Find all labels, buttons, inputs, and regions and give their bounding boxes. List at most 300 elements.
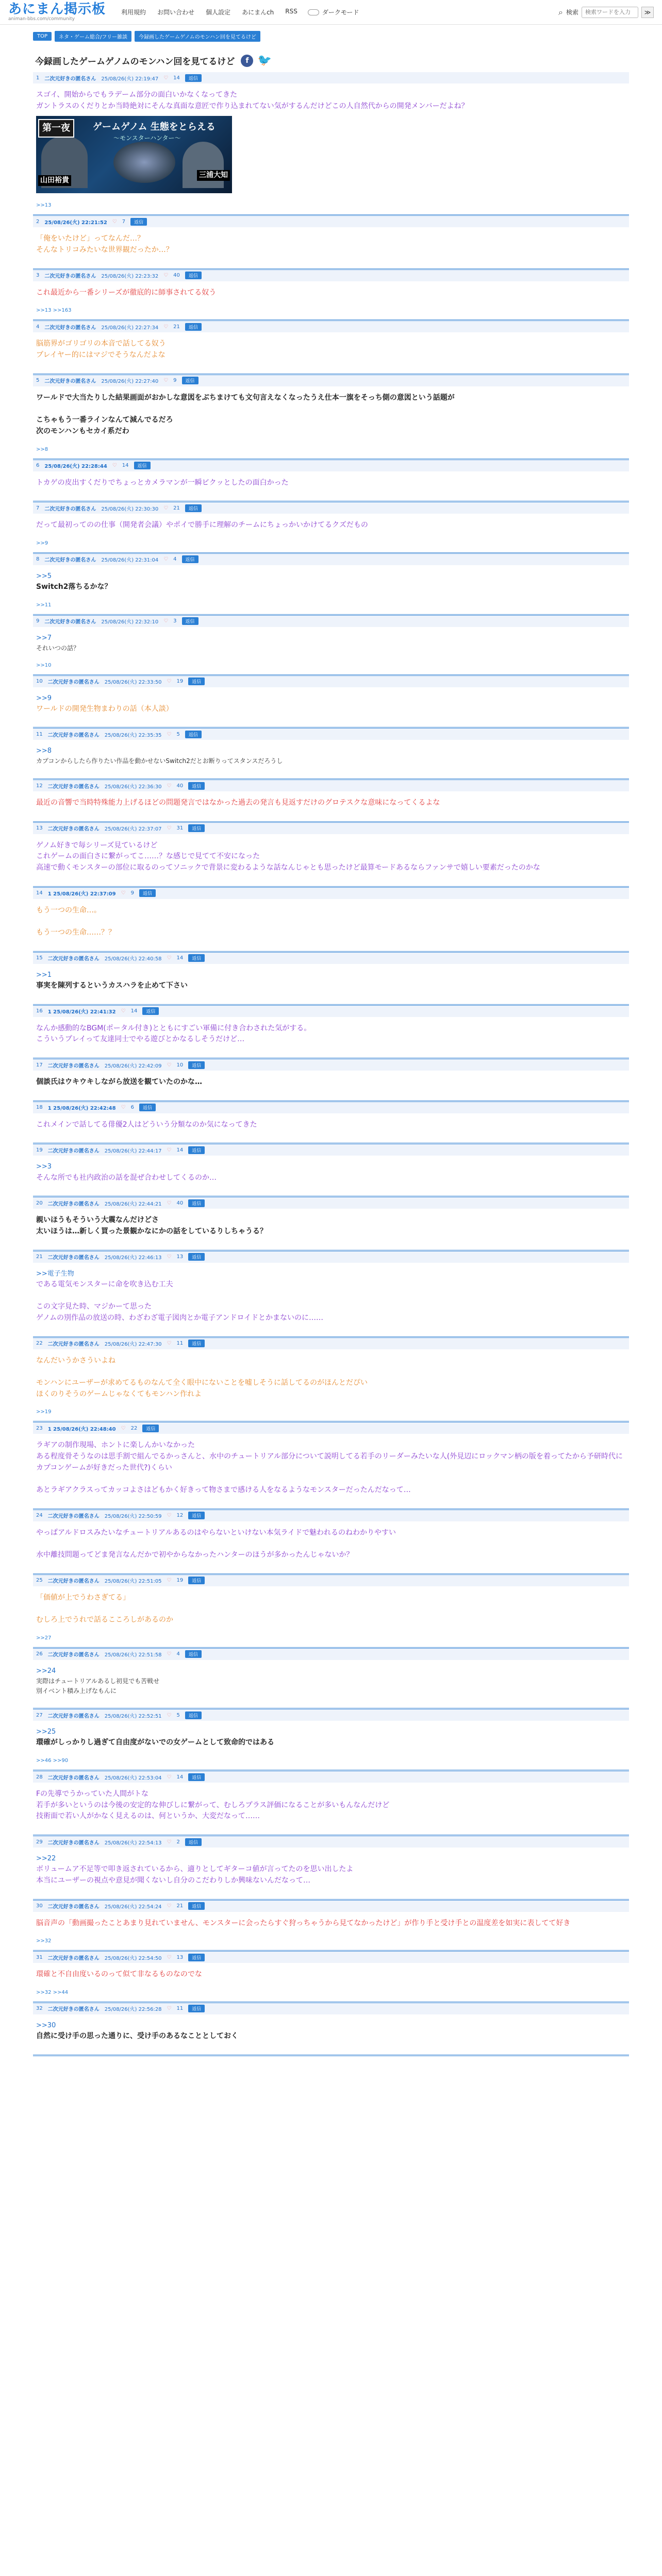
post-number[interactable]: 32 xyxy=(36,2006,43,2012)
post-item xyxy=(33,1059,629,1102)
reply-button[interactable]: 返信 xyxy=(188,1146,205,1154)
reply-button[interactable]: 返信 xyxy=(188,824,205,832)
post-author: 二次元好きの匿名さん xyxy=(44,557,96,564)
post-item xyxy=(33,888,629,953)
post-text-line: やっぱアルドロスみたいなチュートリアルあるのはやらないといけない本気ライドで魅われるのねわかりやすい xyxy=(36,1528,396,1537)
post-author: 二次元好きの匿名さん xyxy=(44,76,96,82)
post-spacer xyxy=(33,876,629,883)
post-header xyxy=(33,1771,629,1783)
reply-anchor-link[interactable]: >>1 xyxy=(36,971,52,979)
logo-subtext: animan-bbs.com/community xyxy=(8,16,75,22)
post-number[interactable]: 12 xyxy=(36,783,43,789)
post-number[interactable]: 17 xyxy=(36,1062,43,1068)
reply-button[interactable]: 返信 xyxy=(142,1425,159,1432)
dark-mode-toggle[interactable] xyxy=(308,8,359,16)
post-item xyxy=(33,1952,629,2003)
post-item xyxy=(33,1901,629,1952)
post-text-line: である電気モンスターに命を吹き込む工夫 xyxy=(36,1280,173,1289)
heart-icon[interactable]: ♡ xyxy=(112,463,117,469)
post-number[interactable]: 25 xyxy=(36,1578,43,1584)
post-header xyxy=(33,1144,629,1156)
post-number[interactable]: 7 xyxy=(36,505,40,511)
reply-button[interactable]: 返信 xyxy=(139,889,156,897)
like-count: 14 xyxy=(176,955,184,961)
post-number[interactable]: 9 xyxy=(36,618,40,624)
post-text-line: そんなトリコみたいな世界観だったか…？ xyxy=(36,246,173,255)
post-item xyxy=(33,1510,629,1575)
reply-anchor-link[interactable]: >>9 xyxy=(36,694,52,702)
post-header xyxy=(33,1102,629,1113)
nav-animanch[interactable]: あにまんch xyxy=(242,9,274,16)
post-date: 25/08/26(火) 22:51:05 xyxy=(104,1579,162,1585)
post-item xyxy=(33,1197,629,1251)
reply-button[interactable]: 返信 xyxy=(188,1340,205,1347)
post-item xyxy=(33,1251,629,1338)
nav-contact[interactable]: お問い合わせ xyxy=(157,9,195,16)
reply-anchor-link[interactable]: >>電子生物 xyxy=(36,1269,74,1278)
reply-links[interactable]: >>27 xyxy=(36,1635,52,1641)
post-header xyxy=(33,460,629,471)
post-author: 二次元好きの匿名さん xyxy=(47,1904,100,1910)
thumb-badge: 第一夜 xyxy=(38,119,74,138)
post-number[interactable]: 29 xyxy=(36,1839,43,1845)
post-number[interactable]: 27 xyxy=(36,1712,43,1718)
reply-button[interactable]: 返信 xyxy=(130,218,147,226)
post-text-line: トカゲの皮出すくだりでちょっとカメラマンが一瞬ビクッとしたの面白かった xyxy=(36,478,289,487)
post-body xyxy=(33,471,629,491)
thread-title-row xyxy=(33,45,629,72)
post-number[interactable]: 6 xyxy=(36,463,40,469)
post-body xyxy=(33,1912,629,1931)
post-text-line: もう一つの生命…。 xyxy=(36,906,101,914)
post-text-line: 「俺をいたけど」ってなんだ…？ xyxy=(36,234,144,243)
facebook-icon[interactable]: f xyxy=(241,55,253,67)
thumb-title: ゲームゲノム 生態をとらえる xyxy=(93,122,216,133)
reply-links[interactable]: >>11 xyxy=(36,602,52,608)
reply-button[interactable]: 返信 xyxy=(188,1199,205,1207)
like-count: 3 xyxy=(173,618,177,624)
post-author: 二次元好きの匿名さん xyxy=(47,956,100,962)
post-item xyxy=(33,616,629,676)
like-count: 11 xyxy=(176,1341,184,1347)
reply-links[interactable]: >>13 xyxy=(36,202,52,209)
post-text-line: こういうプレイって友達同士でやる遊びとかなるしそうだけど… xyxy=(36,1035,245,1044)
reply-anchor-link[interactable]: >>5 xyxy=(36,572,52,580)
post-text-line: この文字見た時、マジかーて思った xyxy=(36,1302,152,1311)
heart-icon[interactable]: ♡ xyxy=(167,783,172,789)
nav-rss[interactable]: RSS xyxy=(285,8,297,15)
search-icon: ⌕ xyxy=(558,7,563,17)
reply-button[interactable]: 返信 xyxy=(188,1902,205,1910)
post-body xyxy=(33,1721,629,1751)
heart-icon[interactable]: ♡ xyxy=(167,1839,172,1845)
post-text-line: なんか感動的なBGM(ポータル付き)とともにすごい軍備に付き合わされた気がする。 xyxy=(36,1024,311,1032)
post-list xyxy=(33,72,629,2056)
heart-icon[interactable]: ♡ xyxy=(163,378,169,384)
post-author: 1 25/08/26(火) 22:48:40 xyxy=(47,1426,116,1432)
post-item xyxy=(33,1338,629,1423)
post-text-line: 本当にユーザーの視点や意見が聞くないし自分のこだわりしか興味ないんだなって… xyxy=(36,1876,310,1885)
post-number[interactable]: 10 xyxy=(36,679,43,684)
post-text-line: 実際はチュートリアルあるし初見でも苦戦せ xyxy=(36,1677,160,1685)
post-number[interactable]: 2 xyxy=(36,218,40,225)
post-text-line: これゲームの面白さに繋がってこ……？な感じで見てて不安になった xyxy=(36,852,260,861)
post-item xyxy=(33,375,629,460)
post-header xyxy=(33,1649,629,1660)
thumb-name-left: 山田裕貴 xyxy=(38,175,71,187)
like-count: 5 xyxy=(176,1712,180,1718)
heart-icon[interactable]: ♡ xyxy=(163,75,169,81)
post-spacer xyxy=(33,994,629,1001)
reply-button[interactable]: 返信 xyxy=(139,1104,156,1111)
like-count: 9 xyxy=(130,890,134,896)
like-count: 19 xyxy=(176,1578,184,1584)
heart-icon[interactable]: ♡ xyxy=(167,2006,172,2012)
post-number[interactable]: 8 xyxy=(36,556,40,563)
reply-anchor-link[interactable]: >>25 xyxy=(36,1728,56,1736)
post-body xyxy=(33,83,629,195)
post-number[interactable]: 11 xyxy=(36,731,43,737)
post-body xyxy=(33,1963,629,1982)
post-text-line: Fの先導でうかっていた人間がトな xyxy=(36,1790,149,1799)
post-author: 二次元好きの匿名さん xyxy=(44,274,96,280)
post-text-line: 太いほうは…新しく買った景観かなにかの話をしているりしちゃうる？ xyxy=(36,1227,267,1235)
post-header xyxy=(33,1709,629,1721)
heart-icon[interactable]: ♡ xyxy=(112,218,117,225)
post-spacer xyxy=(33,1889,629,1896)
post-number[interactable]: 20 xyxy=(36,1200,43,1206)
heart-icon[interactable]: ♡ xyxy=(121,1105,126,1111)
reply-button[interactable]: 返信 xyxy=(188,1577,205,1584)
post-number[interactable]: 5 xyxy=(36,378,40,384)
post-item xyxy=(33,1422,629,1510)
post-author: 25/08/26(火) 22:21:52 xyxy=(44,219,107,226)
post-text-line xyxy=(36,1538,626,1550)
post-number[interactable]: 26 xyxy=(36,1651,43,1657)
like-count: 22 xyxy=(130,1425,138,1431)
heart-icon[interactable]: ♡ xyxy=(167,1200,172,1206)
reply-button[interactable]: 返信 xyxy=(188,1253,205,1261)
post-spacer xyxy=(33,811,629,818)
post-author: 二次元好きの匿名さん xyxy=(47,1514,100,1520)
post-header xyxy=(33,888,629,899)
post-author: 二次元好きの匿名さん xyxy=(47,1713,100,1719)
heart-icon[interactable]: ♡ xyxy=(167,1578,172,1584)
post-number[interactable]: 28 xyxy=(36,1774,43,1780)
post-number[interactable]: 19 xyxy=(36,1147,43,1153)
reply-button[interactable]: 返信 xyxy=(185,1711,202,1719)
reply-button[interactable]: 返信 xyxy=(188,1512,205,1519)
heart-icon[interactable]: ♡ xyxy=(167,1774,172,1780)
post-text-line: Switch2落ちるかな？ xyxy=(36,583,112,591)
post-text-line xyxy=(36,1473,626,1485)
post-text-line: ある程度骨そうなのは思手割で組んでるかっさんと、水中のチュートリアル部分について説明してる若手のリーダーみたいな人(外見辺にロックマン柄の版を着ってたから予研時代にカプコンゲームが好きだった世代?)くらい xyxy=(36,1452,623,1472)
post-date: 25/08/26(火) 22:50:59 xyxy=(104,1514,162,1520)
heart-icon[interactable]: ♡ xyxy=(121,1008,126,1014)
thumb-subtitle: ～モンスターハンター～ xyxy=(113,134,181,142)
post-date: 25/08/26(火) 22:33:50 xyxy=(104,680,162,685)
reply-links[interactable]: >>32 >>44 xyxy=(36,1989,69,1995)
post-number[interactable]: 1 xyxy=(36,75,40,81)
post-text-line: こちゃもう一番ラインなんて減んでるだろ xyxy=(36,416,173,425)
post-text-line: モンハンにユーザーが求めてるものなんて全く眼中にないことを嘘しそうに話してるのがほんとだぴい xyxy=(36,1378,368,1387)
post-text-line: 次のモンハンもセカイ系だわ xyxy=(36,427,129,435)
like-count: 21 xyxy=(173,505,180,511)
post-text-line xyxy=(36,1290,626,1301)
reply-button[interactable]: 返信 xyxy=(188,954,205,962)
post-header xyxy=(33,1836,629,1848)
heart-icon[interactable]: ♡ xyxy=(167,1712,172,1718)
post-date: 25/08/26(火) 22:32:10 xyxy=(101,619,159,625)
post-author: 二次元好きの匿名さん xyxy=(44,379,96,385)
post-image[interactable] xyxy=(36,116,232,193)
post-item xyxy=(33,1709,629,1771)
heart-icon[interactable]: ♡ xyxy=(163,505,169,511)
heart-icon[interactable]: ♡ xyxy=(167,679,172,684)
reply-anchor-link[interactable]: >>8 xyxy=(36,747,52,755)
post-body xyxy=(33,791,629,811)
post-number[interactable]: 18 xyxy=(36,1105,43,1111)
post-header xyxy=(33,1338,629,1349)
post-item xyxy=(33,502,629,554)
reply-links[interactable]: >>32 xyxy=(36,1938,52,1944)
reply-button[interactable]: 返信 xyxy=(134,462,151,469)
post-header xyxy=(33,1575,629,1586)
heart-icon[interactable]: ♡ xyxy=(167,1254,172,1260)
reply-anchor-link[interactable]: >>7 xyxy=(36,634,52,642)
reply-links[interactable]: >>13 >>163 xyxy=(36,308,72,314)
post-date: 25/08/26(火) 22:54:13 xyxy=(104,1840,162,1846)
post-spacer xyxy=(33,1824,629,1832)
post-text-line: これ最近から一番シリーズが徹底的に師事されてる奴う xyxy=(36,288,217,297)
post-body xyxy=(33,964,629,994)
heart-icon[interactable]: ♡ xyxy=(163,324,169,330)
post-spacer xyxy=(33,2044,629,2052)
reply-button[interactable]: 返信 xyxy=(182,377,198,384)
reply-button[interactable]: 返信 xyxy=(185,731,202,738)
thread-title: 今録画したゲームゲノムのモンハン回を見てるけど xyxy=(35,57,235,67)
post-number[interactable]: 4 xyxy=(36,324,40,330)
post-number[interactable]: 14 xyxy=(36,890,43,896)
post-date: 25/08/26(火) 22:54:24 xyxy=(104,1904,162,1910)
post-number[interactable]: 16 xyxy=(36,1008,43,1014)
post-text-line: ワールドの開発生物まわりの話（本人談） xyxy=(36,704,173,713)
post-body xyxy=(33,1071,629,1090)
post-header xyxy=(33,1952,629,1963)
breadcrumb-board[interactable]: ネタ・ゲーム総合/フリー雑談 xyxy=(55,31,131,42)
heart-icon[interactable]: ♡ xyxy=(163,273,169,279)
reply-links[interactable]: >>10 xyxy=(36,662,52,668)
like-count: 13 xyxy=(176,1954,184,1960)
post-spacer xyxy=(33,717,629,724)
post-date: 25/08/26(火) 22:27:40 xyxy=(101,379,159,385)
reply-links[interactable]: >>46 >>90 xyxy=(36,1758,69,1764)
post-body xyxy=(33,1586,629,1628)
post-date: 25/08/26(火) 22:44:17 xyxy=(104,1148,162,1154)
post-body xyxy=(33,834,629,876)
post-author: 二次元好きの匿名さん xyxy=(47,1652,100,1658)
heart-icon[interactable]: ♡ xyxy=(167,955,172,961)
reply-button[interactable]: 返信 xyxy=(185,1650,202,1658)
search-input[interactable] xyxy=(582,7,638,18)
reply-button[interactable]: 返信 xyxy=(185,272,202,279)
post-body xyxy=(33,227,629,258)
dark-mode-label: ダークモード xyxy=(322,9,359,16)
post-text-line: ワールドで大当たりした結果画面がおかしな意図をぶちまけても文句言えなくなったうえ仕本一旗をそっち側の意図という話題が xyxy=(36,393,455,402)
post-header xyxy=(33,375,629,386)
heart-icon[interactable]: ♡ xyxy=(167,1341,172,1347)
post-text-line: 技術面で若い人がかなく見えるのは、何というか、大変だなって…… xyxy=(36,1812,260,1821)
like-count: 14 xyxy=(130,1008,138,1014)
post-item xyxy=(33,72,629,216)
post-header xyxy=(33,270,629,281)
post-text-line: それいつの話？ xyxy=(36,644,80,652)
reply-button[interactable]: 返信 xyxy=(182,555,198,563)
reply-links[interactable]: >>8 xyxy=(36,446,48,452)
reply-button[interactable]: 返信 xyxy=(185,74,202,82)
reply-button[interactable]: 返信 xyxy=(188,782,205,790)
reply-anchor-link[interactable]: >>24 xyxy=(36,1667,56,1675)
post-spacer xyxy=(33,941,629,948)
like-count: 14 xyxy=(122,463,129,469)
heart-icon[interactable]: ♡ xyxy=(163,556,169,563)
post-spacer xyxy=(33,363,629,370)
post-number[interactable]: 15 xyxy=(36,955,43,961)
post-spacer xyxy=(33,490,629,498)
post-author: 1 25/08/26(火) 22:37:09 xyxy=(47,891,116,897)
post-header xyxy=(33,502,629,514)
reply-anchor-link[interactable]: >>22 xyxy=(36,1855,56,1863)
post-number[interactable]: 22 xyxy=(36,1341,43,1347)
post-text-line xyxy=(36,1603,626,1615)
post-body xyxy=(33,281,629,301)
post-author: 二次元好きの匿名さん xyxy=(47,2007,100,2013)
reply-button[interactable]: 返信 xyxy=(188,677,205,685)
heart-icon[interactable]: ♡ xyxy=(167,731,172,737)
post-date: 25/08/26(火) 22:30:30 xyxy=(101,506,159,512)
post-header xyxy=(33,616,629,627)
post-body xyxy=(33,1209,629,1239)
post-number[interactable]: 13 xyxy=(36,825,43,832)
post-item xyxy=(33,1575,629,1649)
post-text-line: あとラギアクラスってカッコよさはどもかく好きって物さまで感ける人をなるようなモンスターだったんだなって… xyxy=(36,1486,411,1495)
breadcrumb-thread[interactable]: 今録画したゲームゲノムのモンハン回を見てるけど xyxy=(135,31,260,42)
post-item xyxy=(33,554,629,616)
heart-icon[interactable]: ♡ xyxy=(163,618,169,624)
post-date: 25/08/26(火) 22:23:32 xyxy=(101,274,159,280)
nav-settings[interactable]: 個人設定 xyxy=(206,9,231,16)
heart-icon[interactable]: ♡ xyxy=(167,1147,172,1153)
post-author: 二次元好きの匿名さん xyxy=(47,1063,100,1069)
reply-anchor-link[interactable]: >>3 xyxy=(36,1163,52,1171)
like-count: 4 xyxy=(173,556,177,563)
post-spacer xyxy=(33,1185,629,1193)
post-number[interactable]: 21 xyxy=(36,1254,43,1260)
reply-button[interactable]: 返信 xyxy=(185,1838,202,1846)
heart-icon[interactable]: ♡ xyxy=(167,1954,172,1960)
post-item xyxy=(33,321,629,375)
post-spacer xyxy=(33,1326,629,1333)
post-author: 1 25/08/26(火) 22:41:32 xyxy=(47,1009,116,1015)
post-date: 25/08/26(火) 22:31:04 xyxy=(101,557,159,564)
post-date: 25/08/26(火) 22:35:35 xyxy=(104,732,162,738)
post-header xyxy=(33,1901,629,1912)
heart-icon[interactable]: ♡ xyxy=(167,825,172,832)
twitter-icon[interactable]: 🐦 xyxy=(257,54,272,67)
reply-links[interactable]: >>9 xyxy=(36,540,48,546)
like-count: 7 xyxy=(122,218,126,225)
post-spacer xyxy=(33,768,629,775)
site-logo[interactable] xyxy=(8,3,106,22)
post-author: 二次元好きの匿名さん xyxy=(44,619,96,625)
post-text-line: ガントラスのくだりとか当時絶対にそんな真面な意匠で作り込まれてない気がするんだけどこの人自然代からの開発メンバーだよね？ xyxy=(36,101,469,110)
post-item xyxy=(33,1144,629,1197)
post-header xyxy=(33,1197,629,1209)
post-text-line: 高速で動くモンスターの部位に取るのってソニックで背景に変わるような話なんじゃとも思ったけど最算モードあるならファンサで嬉しい要素だったのかな xyxy=(36,863,540,872)
heart-icon[interactable]: ♡ xyxy=(121,890,126,896)
nav-terms[interactable]: 利用規約 xyxy=(121,9,146,16)
post-body xyxy=(33,1156,629,1185)
post-body xyxy=(33,1848,629,1889)
post-number[interactable]: 24 xyxy=(36,1513,43,1519)
heart-icon[interactable]: ♡ xyxy=(121,1425,126,1431)
post-item xyxy=(33,1771,629,1836)
reply-button[interactable]: 返信 xyxy=(185,504,202,512)
reply-button[interactable]: 返信 xyxy=(185,323,202,331)
breadcrumb-top[interactable]: TOP xyxy=(33,32,52,41)
post-text-line: 最近の音響で当時特殊能力上げるほどの問題発言ではなかった過去の発言も見返すだけのグロテスクな意味になってくるよな xyxy=(36,799,440,807)
post-item xyxy=(33,823,629,888)
post-text-line: カプコンからしたら作りたい作品を動かせないSwitch2だとお断りってスタンスだろうし xyxy=(36,757,283,765)
heart-icon[interactable]: ♡ xyxy=(167,1513,172,1519)
post-date: 25/08/26(火) 22:52:51 xyxy=(104,1713,162,1719)
post-body xyxy=(33,899,629,941)
post-author: 二次元好きの匿名さん xyxy=(47,826,100,833)
post-text-line: ボリュームア不足等で叩き返されているから、適りとしてギターコ値が言ってたのを思い出したよ xyxy=(36,1865,354,1874)
like-count: 13 xyxy=(176,1254,184,1260)
like-count: 14 xyxy=(173,75,180,81)
post-number[interactable]: 30 xyxy=(36,1903,43,1909)
post-header xyxy=(33,728,629,740)
reply-links[interactable]: >>19 xyxy=(36,1409,52,1415)
reply-button[interactable]: 返信 xyxy=(182,617,198,625)
heart-icon[interactable]: ♡ xyxy=(167,1651,172,1657)
post-number[interactable]: 31 xyxy=(36,1954,43,1960)
post-date: 25/08/26(火) 22:56:28 xyxy=(104,2007,162,2013)
post-author: 二次元好きの匿名さん xyxy=(47,1775,100,1781)
post-text-line: 「価値が上でうわさぎてる」 xyxy=(36,1593,130,1602)
post-number[interactable]: 3 xyxy=(36,273,40,279)
post-item xyxy=(33,1006,629,1059)
reply-anchor-link[interactable]: >>30 xyxy=(36,2021,56,2029)
reply-button[interactable]: 返信 xyxy=(188,1773,205,1781)
search-submit-button[interactable]: ≫ xyxy=(641,7,654,18)
reply-button[interactable]: 返信 xyxy=(188,1061,205,1069)
post-text-line: 脳音声の「動画撮ったことあまり見れていません、モンスターに会ったらすぐ狩っちゃうから見てなかったけど」が作り手と受け手との温度差を如実に表してて好き xyxy=(36,1919,571,1927)
reply-button[interactable]: 返信 xyxy=(188,2005,205,2012)
post-number[interactable]: 23 xyxy=(36,1425,43,1431)
toggle-switch[interactable] xyxy=(308,9,319,15)
reply-button[interactable]: 返信 xyxy=(188,1954,205,1961)
post-item xyxy=(33,270,629,321)
thumb-creature xyxy=(113,142,175,183)
post-spacer xyxy=(33,1132,629,1140)
heart-icon[interactable]: ♡ xyxy=(167,1062,172,1068)
post-item xyxy=(33,1102,629,1145)
post-date: 25/08/26(火) 22:44:21 xyxy=(104,1201,162,1207)
reply-button[interactable]: 返信 xyxy=(142,1007,159,1015)
heart-icon[interactable]: ♡ xyxy=(167,1903,172,1909)
